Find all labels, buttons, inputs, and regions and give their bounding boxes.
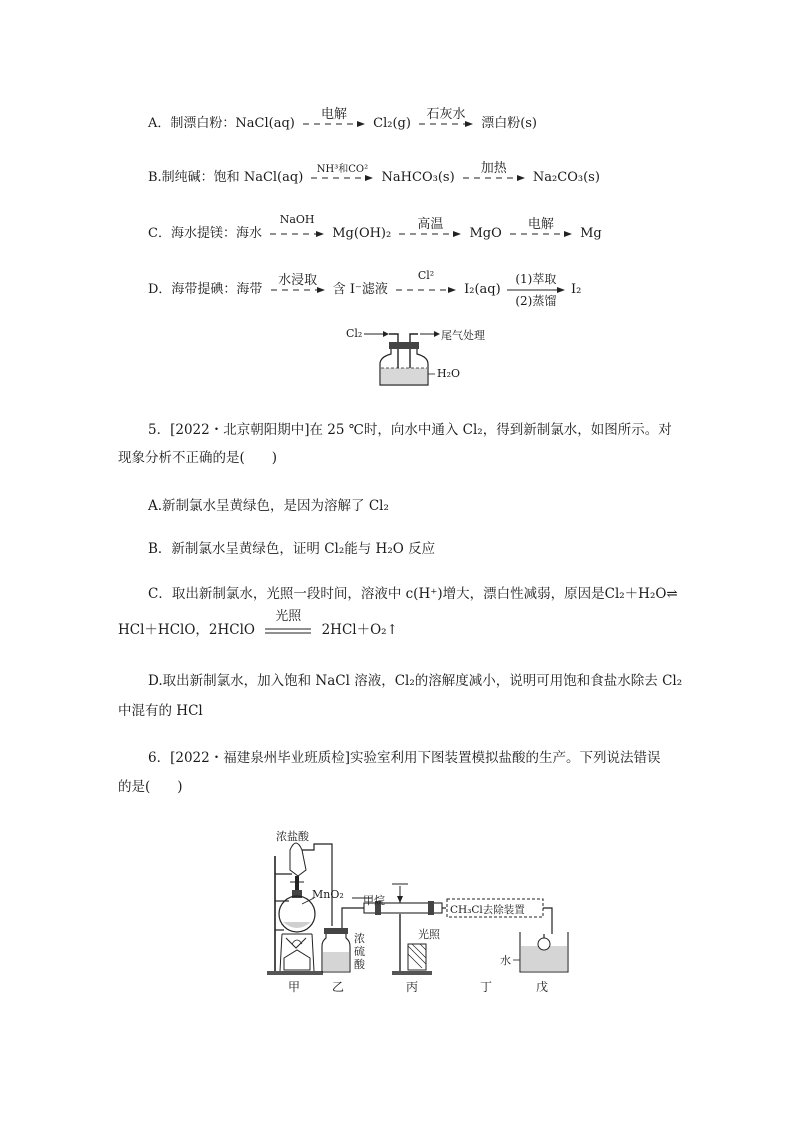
option-c — [148, 212, 602, 241]
q6-stem-line2: 的是( ) — [118, 779, 183, 795]
option-c-end: Mg — [580, 226, 602, 241]
dashed-arrow — [311, 163, 373, 182]
wash-bottle-figure — [340, 322, 485, 388]
option-c-mid1: Mg(OH)₂ — [332, 226, 392, 241]
q5-stem-line2: 现象分析不正确的是( ) — [118, 450, 278, 466]
label-light: 光照 — [418, 928, 440, 941]
label-h2so4-2: 硫 — [354, 945, 365, 958]
arrow-label: 水浸取 — [278, 272, 318, 288]
option-d — [148, 268, 582, 308]
q5-option-d-line2: 中混有的 HCl — [118, 703, 203, 719]
option-b-mid: NaHCO₃(s) — [381, 170, 455, 185]
apparatus-figure — [262, 826, 574, 994]
label-removal-device: CH₃Cl去除装置 — [450, 904, 525, 916]
arrow-label: 电解 — [527, 216, 554, 232]
option-d-mid1: 含 I⁻滤液 — [332, 282, 388, 297]
q5-c-left: HCl＋HClO，2HClO — [118, 622, 255, 638]
option-a-mid: Cl₂(g) — [373, 116, 411, 131]
q5-option-d-line1: D.取出新制氯水，加入饱和 NaCl 溶液，Cl₂的溶解度减小，说明可用饱和食盐水除去 Cl₂ — [148, 673, 683, 689]
label-tail-gas: 尾气处理 — [441, 329, 485, 342]
q5-stem-line1: 5．[2022・北京朝阳期中]在 25 ℃时，向水中通入 Cl₂，得到新制氯水，如图所示。对 — [148, 422, 672, 438]
arrow-label-top: (1)萃取 — [515, 271, 557, 286]
dashed-arrow — [510, 216, 572, 238]
dashed-arrow — [399, 216, 461, 238]
option-b-end: Na₂CO₃(s) — [532, 170, 600, 185]
option-c-prefix: C．海水提镁：海水 — [148, 226, 262, 241]
q5-option-a: A.新制氯水呈黄绿色，是因为溶解了 Cl₂ — [148, 498, 389, 514]
dashed-arrow — [270, 212, 324, 238]
option-d-end: I₂ — [570, 282, 582, 297]
dashed-arrow — [463, 160, 525, 182]
q5-option-c-line1: C．取出新制氯水，光照一段时间，溶液中 c(H⁺)增大，漂白性减弱，原因是Cl₂＋H₂O⇌ — [148, 586, 678, 602]
label-methane: 甲烷 — [363, 894, 385, 907]
arrow-label: 电解 — [320, 106, 347, 122]
label-h2so4-1: 浓 — [354, 932, 365, 945]
label-water: 水 — [500, 954, 511, 967]
option-d-prefix: D．海带提碘：海带 — [148, 282, 263, 297]
option-b-prefix: B.制纯碱：饱和 NaCl(aq) — [148, 170, 304, 185]
label-cl2: Cl₂ — [346, 327, 363, 340]
option-c-mid2: MgO — [469, 226, 502, 241]
label-wu: 戊 — [536, 980, 549, 994]
dashed-arrow — [419, 106, 473, 128]
option-d-mid2: I₂(aq) — [464, 282, 501, 297]
arrow-label: 石灰水 — [426, 106, 466, 122]
label-ding: 丁 — [480, 980, 493, 994]
arrow-label: 加热 — [480, 160, 507, 176]
light-condition — [265, 608, 311, 634]
label-h2so4-3: 酸 — [354, 958, 365, 971]
label-jia: 甲 — [288, 980, 301, 994]
stacked-arrow — [507, 271, 565, 308]
option-a — [148, 106, 538, 131]
arrow-label: NH³和CO² — [316, 163, 369, 175]
option-a-prefix: A．制漂白粉：NaCl(aq) — [148, 116, 295, 131]
label-h2o: H₂O — [437, 367, 461, 380]
label-mno2: MnO₂ — [312, 888, 344, 901]
arrow-label: NaOH — [279, 212, 315, 226]
dashed-arrow — [303, 106, 365, 128]
label-yi: 乙 — [332, 980, 345, 994]
arrow-label: Cl² — [417, 268, 435, 282]
label-bing: 丙 — [406, 980, 419, 994]
q5-option-c-line2 — [118, 608, 398, 638]
apparatus-drawing — [262, 826, 574, 994]
option-b — [148, 160, 600, 185]
dashed-arrow — [271, 272, 325, 294]
arrow-label-bottom: (2)蒸馏 — [515, 293, 557, 308]
q5-c-right: 2HCl＋O₂↑ — [321, 622, 398, 638]
option-a-end: 漂白粉(s) — [481, 116, 538, 131]
light-label: 光照 — [275, 608, 302, 624]
label-conc-hcl: 浓盐酸 — [276, 830, 309, 843]
q5-option-b: B．新制氯水呈黄绿色，证明 Cl₂能与 H₂O 反应 — [148, 541, 436, 557]
dashed-arrow — [396, 268, 456, 294]
arrow-label: 高温 — [417, 216, 444, 232]
q6-stem-line1: 6．[2022・福建泉州毕业班质检]实验室利用下图装置模拟盐酸的生产。下列说法错误 — [148, 750, 661, 766]
